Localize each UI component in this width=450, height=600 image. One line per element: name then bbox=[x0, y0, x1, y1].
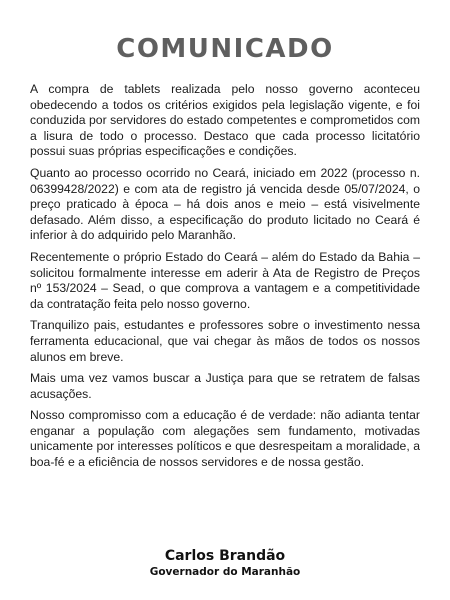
paragraph-1: A compra de tablets realizada pelo nosso governo aconteceu obedecendo a todos os critérios exigidos pela legislação vigente, e foi conduzida por servidores do estado competentes e comprometidos com a lisura de todo o processo. Destaco que cada processo licitatório possui suas próprias especificações e condições. bbox=[30, 82, 420, 159]
paragraph-2: Quanto ao processo ocorrido no Ceará, iniciado em 2022 (processo n. 06399428/2022) e com ata de registro já vencida desde 05/07/2024, o preço praticado à época – há dois anos e meio – está visivelmente defasado. Além disso, a especificação do produto licitado no Ceará é inferior à do adquirido pelo Maranhão. bbox=[30, 165, 420, 243]
signature-role: Governador do Maranhão bbox=[149, 566, 301, 578]
paragraph-3: Recentemente o próprio Estado do Ceará – além do Estado da Bahia – solicitou formalmente interesse em aderir à Ata de Registro de Preços nº 153/2024 – Sead, o que comprova a vantagem e a competitividade da contratação feita pelo nosso governo. bbox=[30, 249, 420, 311]
document-title: COMUNICADO bbox=[116, 34, 334, 64]
paragraph-4: Tranquilizo pais, estudantes e professores sobre o investimento nessa ferramenta educacional, que vai chegar às mãos de todos os nossos alunos em breve. bbox=[30, 318, 420, 364]
paragraph-6: Nosso compromisso com a educação é de verdade: não adianta tentar enganar a população com alegações sem fundamento, motivadas unicamente por interesses políticos e que desrespeitam a moralidade, a boa-fé e a eficiência de nossos servidores e de nossa gestão. bbox=[30, 408, 420, 470]
signature-block bbox=[0, 548, 450, 579]
document-body bbox=[30, 82, 420, 477]
paragraph-5: Mais uma vez vamos buscar a Justiça para que se retratem de falsas acusações. bbox=[30, 371, 420, 401]
signature-name: Carlos Brandão bbox=[164, 548, 286, 564]
